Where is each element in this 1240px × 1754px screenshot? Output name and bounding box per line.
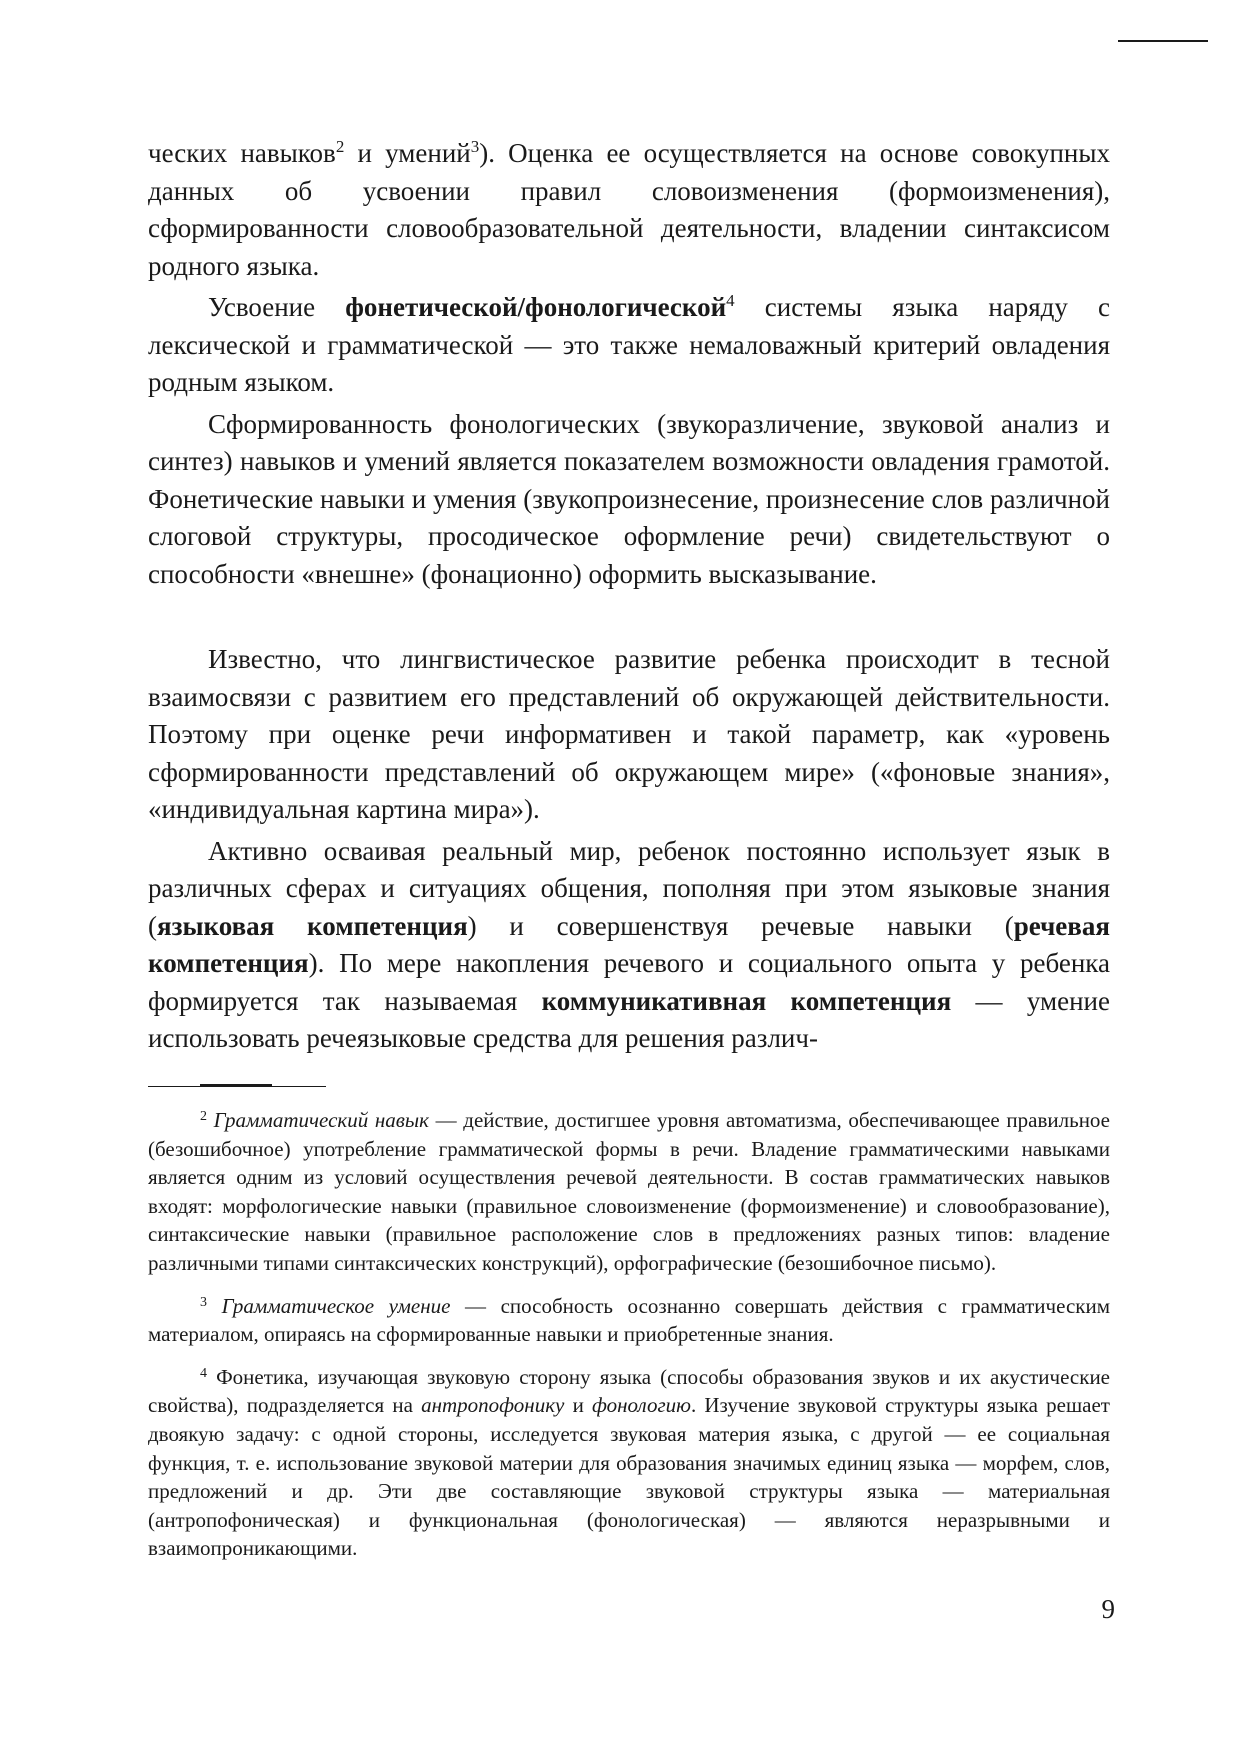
p5-term-speech-competence: речевая компетенция xyxy=(148,910,1110,978)
main-text xyxy=(148,135,1110,1062)
footnote-separator-accent xyxy=(200,1084,272,1087)
p1-text-a: ческих навыков xyxy=(148,138,336,168)
p5-term-communicative-competence: коммуникативная компетенция xyxy=(541,985,952,1016)
paragraph-5 xyxy=(148,833,1110,1058)
header-rule xyxy=(1118,40,1208,42)
p4-text: Известно, что лингвистическое развитие ребенка происходит в тесной взаимосвязи с развитием его представлений об окружающей действительности. Поэтому при оценке речи информативен и такой параметр, как «уровень сформированности представлений об окружающем мире» («фоновые знания», «индивидуальная картина мира»). xyxy=(148,644,1110,824)
footnote-ref-3[interactable]: 3 xyxy=(470,137,480,156)
footnote-text: и xyxy=(564,1393,592,1418)
footnote-text: Фонетика, изучающая звуковую сторону языка (способы образования звуков и их акустические свойства), подразделяется на xyxy=(148,1364,1110,1418)
footnote-term: Грамматический навык xyxy=(213,1108,429,1132)
paragraph-2 xyxy=(148,289,1110,402)
p1-text-b: и умений xyxy=(344,138,471,168)
footnote-term: фонологию xyxy=(592,1393,691,1418)
footnote-mark: 3 xyxy=(200,1294,207,1310)
footnote-3 xyxy=(148,1292,1110,1349)
footnote-mark: 2 xyxy=(200,1109,207,1124)
footnote-text: — способность осознанно совершать действия с грамматическим материалом, опираясь на сформированные навыки и приобретенные знания. xyxy=(148,1293,1110,1347)
footnote-term: антропофонику xyxy=(421,1393,565,1418)
p2-term: фонетической/фонологической xyxy=(345,292,727,322)
p1-text-c: ). Оценка ее осуществляется на основе совокупных данных об усвоении правил словоизменения (формоизменения), сформированности словообразовательной деятельности, владении синтаксисом родного языка. xyxy=(148,138,1110,281)
footnote-text: . Изучение звуковой структуры языка решает двоякую задачу: с одной стороны, исследуется звуковая материя языка, с другой — ее социальная функция, т. е. использование звуковой материи для образования значимых единиц языка — морфем, слов, предложений и др. Эти две составляющие звуковой структуры языка — материальная (антропофоническая) и функциональная (фонологическая) — являются неразрывными и взаимопроникающими. xyxy=(148,1393,1110,1561)
footnote-ref-2[interactable]: 2 xyxy=(335,137,345,156)
footnote-mark: 4 xyxy=(200,1365,207,1381)
p5-term-language-competence: языковая компетенция xyxy=(157,910,468,941)
footnote-2 xyxy=(148,1106,1110,1278)
footnote-text: — действие, достигшее уровня автоматизма, обеспечивающее правильное (безошибочное) употребление грамматической формы в речи. Владение грамматическими навыками является одним из условий осуществления речевой деятельности. В состав грамматических навыков входят: морфологические навыки (правильное словоизменение (формоизменение) и словообразование), синтаксические навыки (правильное расположение слов в предложениях разных типов: владение различными типами синтаксических конструкций), орфографические (безошибочное письмо). xyxy=(148,1108,1111,1275)
paragraph-1 xyxy=(148,135,1110,285)
p5-text-a: Активно осваивая реальный мир, ребенок постоянно использует язык в различных сферах и ситуациях общения, пополняя при этом языковые знания ( xyxy=(148,835,1110,941)
p2-text-a: Усвоение xyxy=(208,292,346,322)
paragraph-4 xyxy=(148,641,1110,829)
footnote-term: Грамматическое умение xyxy=(221,1293,451,1318)
p2-text-b: системы языка наряду с лексической и грамматической — это также немаловажный критерий овладения родным языком. xyxy=(148,292,1110,397)
footnote-4 xyxy=(148,1363,1110,1563)
p5-text-d: — умение использовать речеязыковые средства для решения различ- xyxy=(148,985,1110,1053)
footnotes xyxy=(148,1106,1110,1577)
p3-text: Сформированность фонологических (звукоразличение, звуковой анализ и синтез) навыков и умений является показателем возможности овладения грамотой. Фонетические навыки и умения (звукопроизнесение, произнесение слов различной слоговой структуры, просодическое оформление речи) свидетельствуют о способности «внешне» (фонационно) оформить высказывание. xyxy=(148,408,1110,589)
p5-text-b: ) и совершенствуя речевые навыки ( xyxy=(467,910,1014,941)
footnote-ref-4[interactable]: 4 xyxy=(726,291,735,310)
paragraph-3 xyxy=(148,406,1110,594)
page-number: 9 xyxy=(1101,1594,1115,1624)
p5-text-c: ). По мере накопления речевого и социального опыта у ребенка формируется так называемая xyxy=(148,948,1110,1016)
